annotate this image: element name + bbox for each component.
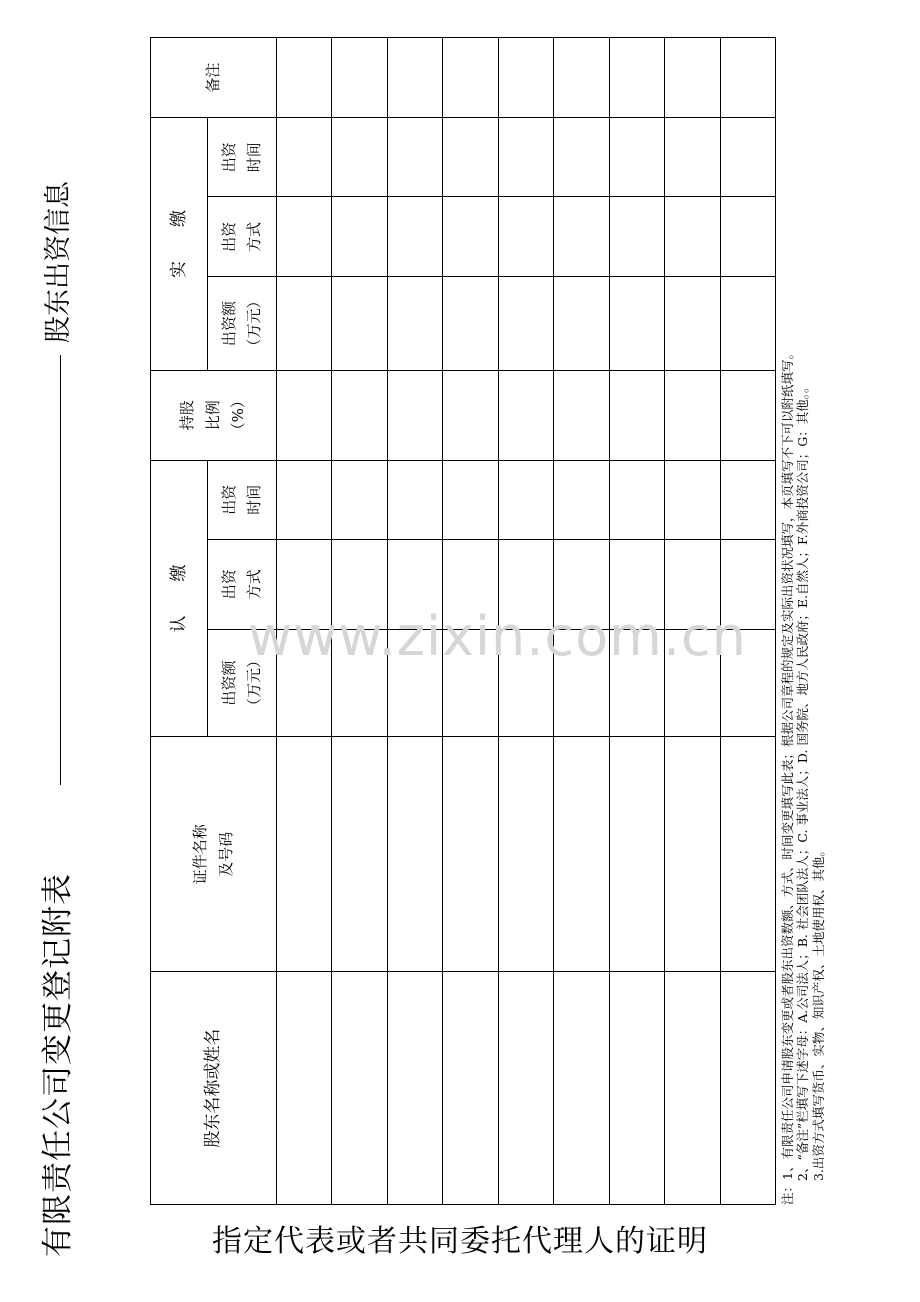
table-cell[interactable] [554,972,609,1205]
table-cell[interactable] [387,277,442,370]
header-paid-amount [208,277,277,370]
table-cell[interactable] [665,38,720,118]
header-remark: 备注 [151,38,277,118]
table-cell[interactable] [443,972,498,1205]
table-cell[interactable] [609,118,664,197]
table-cell[interactable] [554,460,609,539]
table-cell[interactable] [277,277,332,370]
method-line2: 方式 [245,221,263,252]
time-line1: 出资 [219,142,238,173]
table-cell[interactable] [277,370,332,460]
table-cell[interactable] [443,197,498,277]
table-cell[interactable] [554,38,609,118]
table-cell[interactable] [665,460,720,539]
header-ratio [151,370,277,460]
table-cell[interactable] [720,737,775,972]
header-paid: 实 缴 [151,118,208,370]
title-underline [60,355,61,785]
table-cell[interactable] [554,118,609,197]
header-certificate [151,737,277,972]
table-cell[interactable] [443,737,498,972]
table-cell[interactable] [554,370,609,460]
table-cell[interactable] [498,38,553,118]
header-sub-time [208,460,277,539]
table-cell[interactable] [720,118,775,197]
table-cell[interactable] [332,460,387,539]
time-line1: 出资 [219,484,238,515]
table-cell[interactable] [609,737,664,972]
table-cell[interactable] [332,370,387,460]
table-cell[interactable] [554,737,609,972]
table-cell[interactable] [498,197,553,277]
header-subscribed: 认 缴 [151,460,208,737]
table-cell[interactable] [498,277,553,370]
table-cell[interactable] [332,118,387,197]
table-cell[interactable] [332,972,387,1205]
header-cert-line2: 及号码 [216,831,235,877]
table-cell[interactable] [609,197,664,277]
amount-line2: （万元） [245,653,263,714]
table-cell[interactable] [609,972,664,1205]
table-cell[interactable] [443,277,498,370]
watermark: www.zixin.com.cn [248,605,747,668]
table-cell[interactable] [443,118,498,197]
amount-line1: 出资额 [219,660,238,706]
table-cell[interactable] [720,370,775,460]
table-cell[interactable] [332,38,387,118]
method-line2: 方式 [245,569,263,600]
header-shareholder-name: 股东名称或姓名 [151,972,277,1205]
note-line-3: 3.出资方式填写货币、实物、知识产权、土地使用权、其他。 [810,844,826,1181]
table-cell[interactable] [609,38,664,118]
table-cell[interactable] [387,38,442,118]
header-ratio-line1: 持股 [178,400,197,431]
table-cell[interactable] [554,197,609,277]
header-paid-method [208,197,277,277]
table-cell[interactable] [665,118,720,197]
notes [780,37,826,1205]
table-cell[interactable] [498,972,553,1205]
table-cell[interactable] [443,460,498,539]
table-cell[interactable] [665,737,720,972]
table-cell[interactable] [720,277,775,370]
table-cell[interactable] [720,197,775,277]
table-cell[interactable] [498,737,553,972]
table-cell[interactable] [720,972,775,1205]
header-ratio-line2: 比例 [203,400,222,431]
table-cell[interactable] [277,460,332,539]
document-title: 有限责任公司变更登记附表 [40,873,76,1257]
header-ratio-line3: （%） [229,393,248,438]
method-line1: 出资 [219,569,238,600]
method-line1: 出资 [219,221,238,252]
header-paid-time [208,118,277,197]
table-cell[interactable] [277,972,332,1205]
table-cell[interactable] [665,972,720,1205]
table-cell[interactable] [387,460,442,539]
time-line2: 时间 [245,484,263,515]
table-cell[interactable] [665,370,720,460]
table-cell[interactable] [720,460,775,539]
table-cell[interactable] [609,460,664,539]
table-cell[interactable] [720,38,775,118]
time-line2: 时间 [245,142,263,173]
table-cell[interactable] [277,118,332,197]
table-cell[interactable] [387,737,442,972]
table-cell[interactable] [498,118,553,197]
table-cell[interactable] [498,370,553,460]
amount-line2: （万元） [245,293,263,354]
note-line-2: 2、“备注”栏填写下述字母：A.公司法人；B. 社会团队法人；C. 事业法人；D. 国务院、地方人民政府；E.自然人；F.外商投资公司；G：其他。。 [795,380,811,1181]
table-cell[interactable] [277,38,332,118]
table-cell[interactable] [665,197,720,277]
table-cell[interactable] [665,277,720,370]
table-cell[interactable] [443,38,498,118]
table-cell[interactable] [277,197,332,277]
table-cell[interactable] [387,197,442,277]
table-cell[interactable] [609,370,664,460]
table-cell[interactable] [609,277,664,370]
document-subtitle: 股东出资信息 [43,181,74,343]
table-cell[interactable] [554,277,609,370]
table-cell[interactable] [332,737,387,972]
table-cell[interactable] [387,370,442,460]
header-cert-line1: 证件名称 [191,824,209,885]
bottom-title: 指定代表或者共同委托代理人的证明 [212,1224,708,1259]
table-cell[interactable] [387,118,442,197]
table-cell[interactable] [332,197,387,277]
table-cell[interactable] [443,370,498,460]
table-cell[interactable] [277,737,332,972]
table-cell[interactable] [387,972,442,1205]
note-line-1: 注：1、有限责任公司申请股东变更或者股东出资数额、方式、时间变更填写此表；根据公司章程的规定及实际出资状况填写，本页填写不下可以附纸填写。 [780,347,795,1205]
amount-line1: 出资额 [219,301,238,347]
table-cell[interactable] [498,460,553,539]
table-cell[interactable] [332,277,387,370]
